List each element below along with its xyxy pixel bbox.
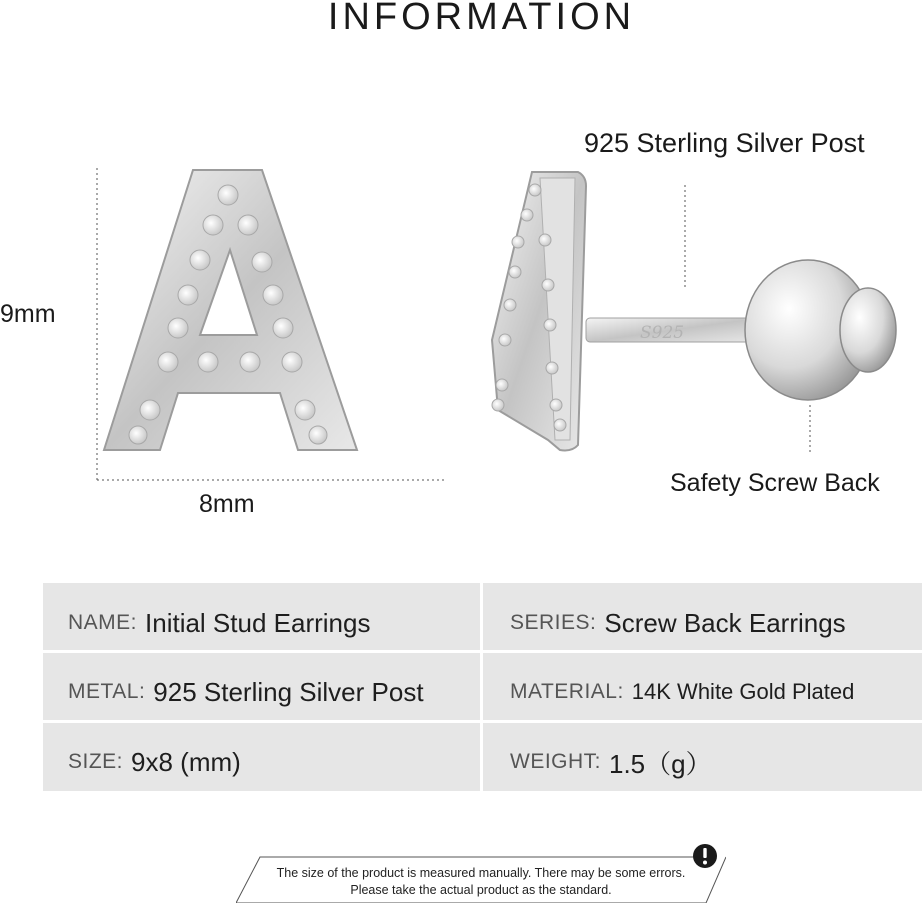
spec-size [68, 729, 478, 795]
spec-key: SERIES: [510, 611, 597, 634]
spec-value: 1.5（g） [609, 748, 712, 779]
screw-back-callout: Safety Screw Back [670, 469, 880, 497]
spec-value: Initial Stud Earrings [145, 607, 371, 638]
width-dimension: 8mm [199, 490, 255, 518]
column-divider [480, 583, 483, 791]
spec-value: 14K White Gold Plated [631, 679, 855, 704]
letter-a-front [104, 170, 357, 450]
spec-material [510, 659, 920, 725]
notice-line-2: Please take the actual product as the standard. [350, 883, 612, 897]
height-dimension: 9mm [0, 300, 56, 328]
page-title: INFORMATION [327, 0, 636, 38]
post-callout: 925 Sterling Silver Post [584, 128, 865, 158]
spec-series [510, 590, 920, 656]
spec-value: 9x8 (mm) [131, 746, 241, 777]
spec-key: NAME: [68, 611, 138, 634]
letter-a-side [492, 172, 896, 450]
s925-stamp: S925 [640, 323, 685, 343]
spec-weight [510, 729, 920, 795]
spec-key: SIZE: [68, 750, 124, 773]
spec-key: MATERIAL: [510, 680, 624, 703]
spec-metal [68, 659, 478, 725]
spec-value: Screw Back Earrings [604, 607, 846, 638]
measurement-notice [236, 845, 726, 903]
spec-table [43, 583, 922, 791]
notice-line-1: The size of the product is measured manually. There may be some errors. [276, 866, 686, 880]
spec-key: WEIGHT: [510, 750, 601, 773]
spec-name [68, 590, 478, 656]
spec-key: METAL: [68, 680, 146, 703]
spec-value: 925 Sterling Silver Post [153, 676, 424, 707]
